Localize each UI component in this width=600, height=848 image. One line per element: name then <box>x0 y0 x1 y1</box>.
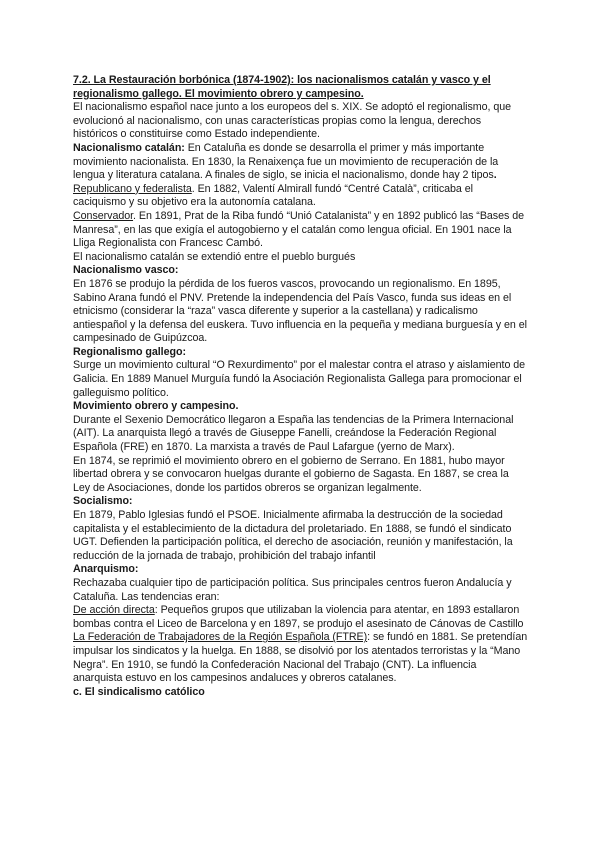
accion-directa-text: : Pequeños grupos que utilizaban la violencia para atentar, en 1893 estallaron bombas contra el Liceo de Barcelona y en 1897, se produjo el asesinato de Cánovas de Castillo <box>73 604 524 630</box>
obrero-heading: Movimiento obrero y campesino. <box>73 400 239 413</box>
accion-directa-paragraph <box>73 604 528 631</box>
conservador-text: . En 1891, Prat de la Riba fundó “Unió Catalanista” y en 1892 publicó las “Bases de Manresa”, en las que exigía el autogobierno y el catalán como lengua oficial. En 1901 nace la Lliga Regionalista con Francesc Cambó. <box>73 209 524 250</box>
socialismo-heading: Socialismo: <box>73 495 133 508</box>
catalan-dot: . <box>493 169 497 182</box>
catalan-closing: El nacionalismo catalán se extendió entre el pueblo burgués <box>73 250 356 263</box>
republicano-text: . En 1882, Valentí Almirall fundó “Centré Català”, criticaba el caciquismo y su objetivo era la autonomía catalana. <box>73 182 473 209</box>
document-title: 7.2. La Restauración borbónica (1874-1902): los nacionalismos catalán y vasco y el regionalismo gallego. El movimiento obrero y campesino. <box>73 74 491 100</box>
vasco-paragraph: En 1876 se produjo la pérdida de los fueros vascos, provocando un regionalismo. En 1895, Sabino Arana fundó el PNV. Pretende la independencia del País Vasco, funda sus ideas en el etnicismo (considerar la “raza” vasca diferente y superior a la castellana) y radicalismo antiespañol y la defensa del euskera. Tuvo influencia en la pequeña y mediana burguesía y en el campesinado de Guipúzcoa. <box>73 277 527 345</box>
obrero-paragraph-1: Durante el Sexenio Democrático llegaron a España las tendencias de la Primera Internacional (AIT). La anarquista llegó a través de Giuseppe Fanelli, creándose la Federación Regional Española (FRE) en 1870. La marxista a través de Paul Lafargue (yerno de Marx). <box>73 413 514 454</box>
socialismo-paragraph: En 1879, Pablo Iglesias fundó el PSOE. Inicialmente afirmaba la destrucción de la sociedad capitalista y el establecimiento de la dictadura del proletariado. En 1888, se fundó el sindicato UGT. Defienden la participación política, el derecho de asociación, reunión y manifestación, la reducción de la jornada de trabajo, prohibición del trabajo infantil <box>73 509 513 562</box>
catalan-text: En Cataluña es donde se desarrolla el primer y más importante movimiento nacionalista. En 1830, la Renaixença fue un movimiento de recuperación de la lengua y literatura catalana. A finales de siglo, se inicia el nacionalismo, donde hay 2 tipos <box>73 141 499 182</box>
anarquismo-heading: Anarquismo: <box>73 563 139 576</box>
gallego-paragraph: Surge un movimiento cultural “O Rexurdimento” por el malestar contra el atraso y aislamiento de Galicia. En 1889 Manuel Murguía fundó la Asociación Regionalista Gallega para promocionar el galleguismo político. <box>73 359 526 399</box>
ftre-text: : se fundó en 1881. Se pretendían impulsar los sindicatos y la huelga. En 1888, se disolvió por los atentados terroristas y la “Mano Negra”. En 1910, se fundó la Confederación Nacional del Trabajo (CNT). La influencia anarquista estuvo en los campesinos andaluces y obreros catalanes. <box>73 631 528 685</box>
document-page <box>73 74 528 699</box>
conservador-label: Conservador <box>73 209 134 222</box>
intro-paragraph: El nacionalismo español nace junto a los europeos del s. XIX. Se adoptó el regionalismo, que evolucionó al nacionalismo, con unas características propias como la lengua, derechos históricos o constituirse como Estado independiente. <box>73 101 512 141</box>
republicano-paragraph <box>73 183 528 210</box>
catolico-heading: c. El sindicalismo católico <box>73 685 205 698</box>
catalan-paragraph <box>73 142 528 183</box>
gallego-heading: Regionalismo gallego: <box>73 345 186 358</box>
ftre-paragraph <box>73 631 528 685</box>
anarquismo-paragraph: Rechazaba cualquier tipo de participación política. Sus principales centros fueron Andalucía y Cataluña. Las tendencias eran: <box>73 576 512 603</box>
obrero-paragraph-2: En 1874, se reprimió el movimiento obrero en el gobierno de Serrano. En 1881, hubo mayor libertad obrera y se convocaron huelgas durante el gobierno de Sagasta. En 1887, se crea la Ley de Asociaciones, donde los partidos obreros se organizan legalmente. <box>73 454 509 494</box>
conservador-paragraph <box>73 210 528 251</box>
vasco-heading: Nacionalismo vasco: <box>73 264 179 277</box>
catalan-heading: Nacionalismo catalán: <box>73 141 185 154</box>
republicano-label: Republicano y federalista <box>73 182 192 195</box>
ftre-label: La Federación de Trabajadores de la Región Española (FTRE) <box>73 631 368 644</box>
accion-directa-label: De acción directa <box>73 604 155 617</box>
